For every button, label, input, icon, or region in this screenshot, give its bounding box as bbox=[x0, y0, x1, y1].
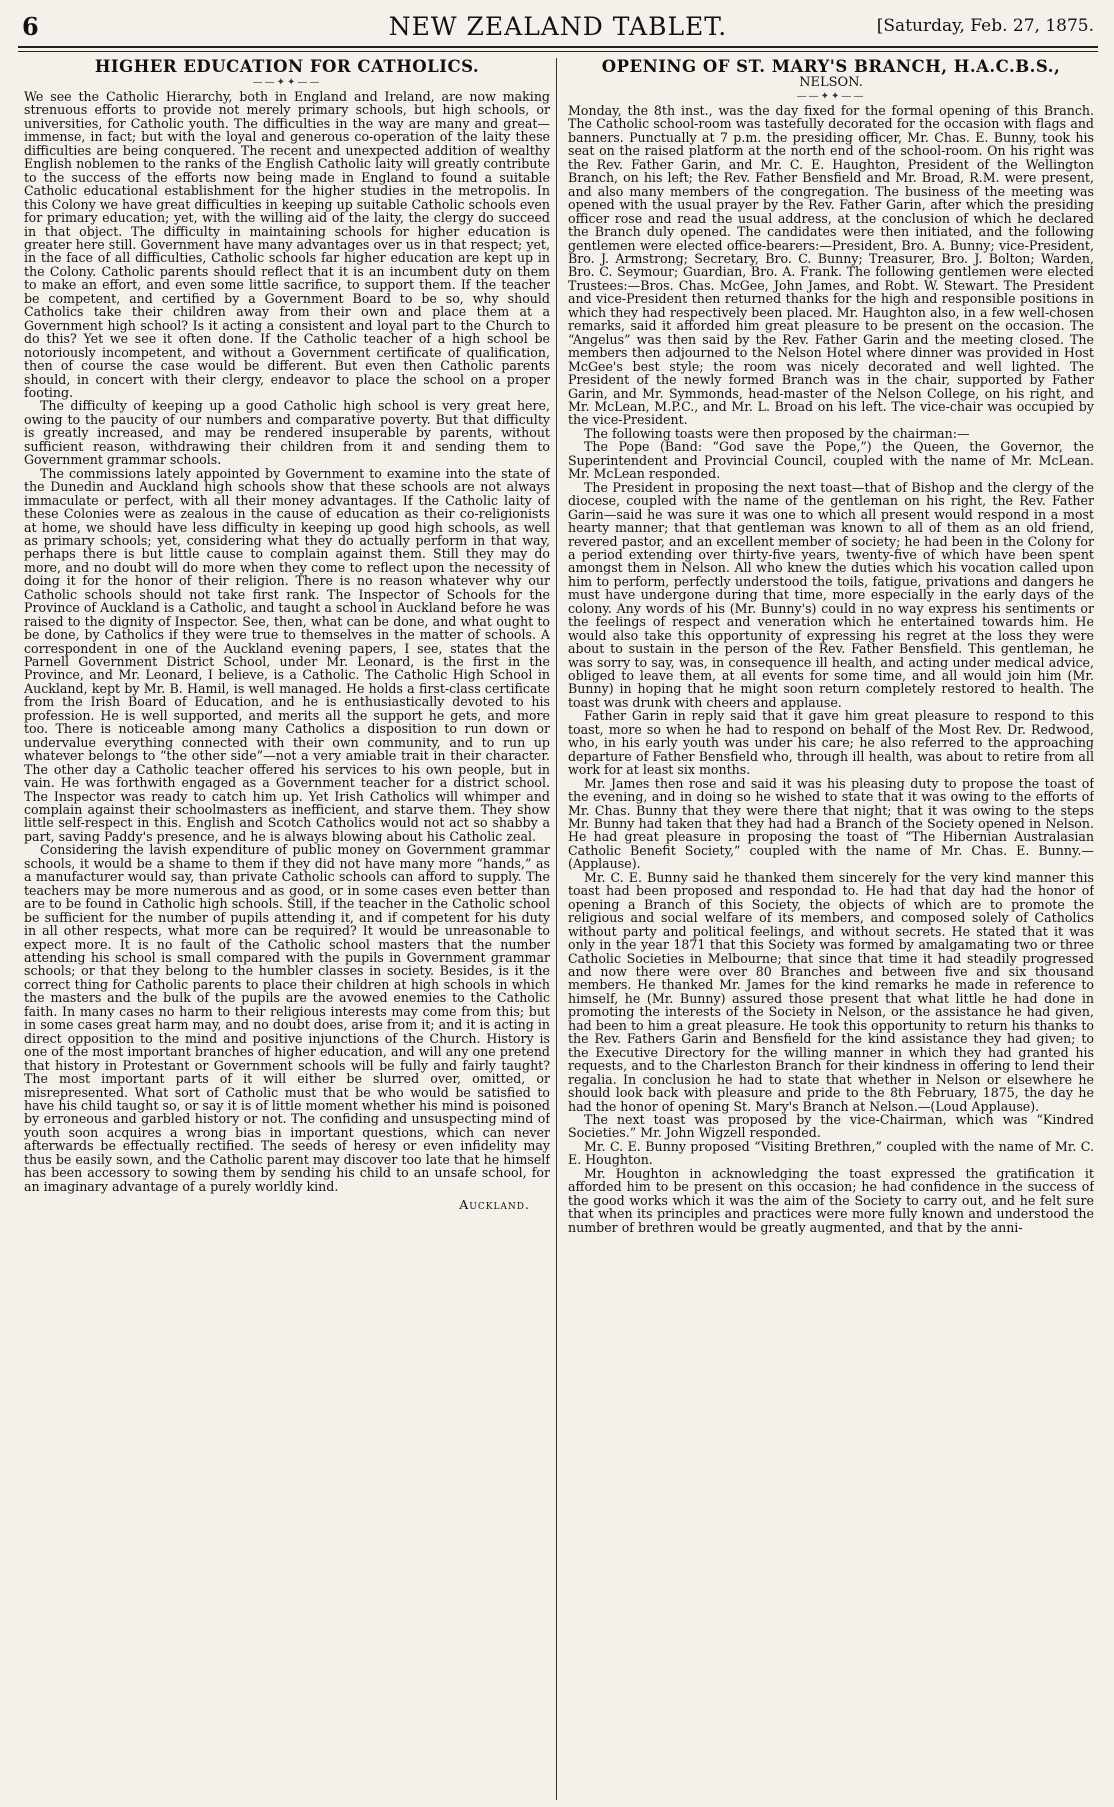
article-signature: Auckland. bbox=[459, 1197, 530, 1213]
masthead-rule-thin bbox=[18, 51, 1098, 52]
columns bbox=[18, 58, 1098, 1800]
article-paragraph: The Pope (Band: “God save the Pope,”) the Queen, the Governor, the Superintendent and Provincial Council, coupled with the name of Mr. McLean. Mr. McLean responded. bbox=[568, 439, 1094, 482]
masthead bbox=[18, 10, 1098, 44]
column-divider bbox=[556, 58, 557, 1800]
article-paragraph: The next toast was proposed by the vice-Chairman, which was “Kindred Societies.” Mr. John Wigzell responded. bbox=[568, 1111, 1094, 1141]
article-paragraph: Mr. Houghton in acknowledging the toast expressed the gratification it afforded him to be present on this occasion; he had confidence in the success of the good works which it was the aim of the Society to carry out, and he felt sure that when its principles and practices were more fully known and understood the number of brethren would be greatly augmented, and that by the anni- bbox=[568, 1165, 1094, 1235]
article-paragraph: Mr. C. E. Bunny said he thanked them sincerely for the very kind manner this toast had been proposed and respondad to. He had that day had the honor of opening a Branch of this Society, the objects of which are to promote the religious and social welfare of its members, and composed solely of Catholics without party and political feelings, and without secrets. He stated that it was only in the year 1871 that this Society was formed by amalgamating two or three Catholic Societies in Melbourne; that since that time it had steadily progressed and now there were over 80 Branches and between five and six thousand members. He thanked Mr. James for the kind remarks he made in reference to himself, he (Mr. Bunny) assured those present that what little he had done in promoting the interests of the Society in Nelson, or the assistance he had given, had been to him a great pleasure. He took this opportunity to return his thanks to the Rev. Fathers Garin and Bensfield for the kind assistance they had given; to the Executive Directory for the willing manner in which they had granted his requests, and to the Charleston Branch for their kindness in offering to lend their regalia. In conclusion he had to state that whether in Nelson or elsewhere he should look back with pleasure and pride to the 8th February, 1875, the day he had the honor of opening St. Mary's Branch at Nelson.—(Loud Applause). bbox=[568, 869, 1094, 1114]
article-paragraph: Considering the lavish expenditure of public money on Government grammar schools, it would be a shame to them if they did not have many more “hands,” as a manufacturer would say, than private Catholic schools can afford to supply. The teachers may be more numerous and as good, or in some cases even better than are to be found in Catholic high schools. Still, if the teacher in the Catholic school be sufficient for the number of pupils attending it, and if competent for his duty in all other respects, what more can be required? It would be unreasonable to expect more. It is no fault of the Catholic school masters that the number attending his school is small compared with the pupils in Government grammar schools; or that they belong to the humbler classes in society. Besides, is it the correct thing for Catholic parents to place their children at high schools in which the masters and the bulk of the pupils are the avowed enemies to the Catholic faith. In many cases no harm to their religious interests may come from this; but in some cases great harm may, and no doubt does, arise from it; and it is acting in direct opposition to the mind and positive injunctions of the Church. History is one of the most important branches of higher education, and will any one pretend that history in Protestant or Government schools will be fully and fairly taught? The most important parts of it will either be slurred over, omitted, or misrepresented. What sort of Catholic must that be who would be satisfied to have his child taught so, or say it is of little moment whether his mind is poisoned by erroneous and garbled history or not. The confiding and unsuspecting mind of youth soon acquires a wrong bias in important questions, which can never afterwards be effectually rectified. The seeds of heresy or even infidelity may thus be easily sown, and the Catholic parent may discover too late that he himself has been accessory to sowing them by sending his child to an unsafe school, for an imaginary advantage of a purely worldly kind. bbox=[24, 842, 550, 1194]
article-paragraph: The commissions lately appointed by Government to examine into the state of the Dunedin and Auckland high schools show that these schools are not always immaculate or perfect, with all their money advantages. If the Catholic laity of these Colonies were as zealous in the cause of education as their co-religionists at home, we should have less difficulty in keeping up good high schools, as well as primary schools; yet, considering what they do actually perform in that way, perhaps there is but little cause to complain against them. Still they may do more, and no doubt will do more when they come to reflect upon the necessity of doing it for the honor of their religion. There is no reason whatever why our Catholic schools should not take first rank. The Inspector of Schools for the Province of Auckland is a Catholic, and taught a school in Auckland before he was raised to the dignity of Inspector. See, then, what can be done, and what ought to be done, by Catholics if they were true to themselves in the matter of schools. A correspondent in one of the Auckland evening papers, I see, states that the Parnell Government District School, under Mr. Leonard, is the first in the Province, and Mr. Leonard, I believe, is a Catholic. The Catholic High School in Auckland, kept by Mr. B. Hamil, is well managed. He holds a first-class certificate from the Irish Board of Education, and he is enthusiastically devoted to his profession. He is well supported, and merits all the support he gets, and more too. There is noticeable among many Catholics a disposition to run down or undervalue everything connected with their own community, and to run up whatever belongs to “the other side”—not a very amiable trait in their character. The other day a Catholic teacher offered his services to his own people, but in vain. He was forthwith engaged as a Government teacher for a district school. The Inspector was ready to catch him up. Yet Irish Catholics will whimper and complain against their schoolmasters as inefficient, and starve them. They show little self-respect in this. English and Scotch Catholics would not act so shabby a part, saving Paddy's presence, and he is always blowing about his Catholic zeal. bbox=[24, 465, 550, 844]
newspaper-page bbox=[18, 10, 1098, 1800]
article-paragraph: The President in proposing the next toast—that of Bishop and the clergy of the diocese, coupled with the name of the gentleman on his right, the Rev. Father Garin—said he was sure it was one to which all present would respond in a most hearty manner; that that gentleman was known to all of them as an old friend, revered pastor, and an excellent member of society; he had been in the Colony for a period extending over thirty-five years, twenty-five of which have been spent amongst them in Nelson. All who knew the duties which his vocation called upon him to perform, perfectly understood the toils, fatigue, privations and dangers he must have undergone during that time, more especially in the early days of the colony. Any words of his (Mr. Bunny's) could in no way express his sentiments or the feelings of respect and veneration which he entertained towards him. He would also take this opportunity of expressing his regret at the loss they were about to sustain in the person of the Rev. Father Bensfield. This gentleman, he was sorry to say, was, in consequence ill health, and acting under medical advice, obliged to leave them, at all events for some time, and all would join him (Mr. Bunny) in hoping that he might soon return completely restored to health. The toast was drunk with cheers and applause. bbox=[568, 479, 1094, 710]
article-st-marys-branch bbox=[568, 58, 1094, 1800]
divider-ornament: ——✦✦—— bbox=[796, 91, 866, 102]
article-heading: HIGHER EDUCATION FOR CATHOLICS. bbox=[94, 58, 480, 76]
divider-ornament: ——✦✦—— bbox=[252, 77, 322, 88]
issue-date: [Saturday, Feb. 27, 1875. bbox=[876, 16, 1094, 36]
article-paragraph: Mr. C. E. Bunny proposed “Visiting Brethren,” coupled with the name of Mr. C. E. Houghton. bbox=[568, 1138, 1094, 1168]
page-number: 6 bbox=[22, 12, 39, 41]
newspaper-title: NEW ZEALAND TABLET. bbox=[388, 12, 728, 41]
article-paragraph: Monday, the 8th inst., was the day fixed for the formal opening of this Branch. The Catholic school-room was tastefully decorated for the occasion with flags and banners. Punctually at 7 p.m. the presiding officer, Mr. Chas. E. Bunny, took his seat on the raised platform at the north end of the school-room. On his right was the Rev. Father Garin, and Mr. C. E. Haughton, President of the Wellington Branch, on his left; the Rev. Father Bensfield and Mr. Broad, R.M. were present, and also many members of the congregation. The business of the meeting was opened with the usual prayer by the Rev. Father Garin, after which the presiding officer rose and read the usual address, at the conclusion of which he declared the Branch duly opened. The candidates were then initiated, and the following gentlemen were elected office-bearers:—President, Bro. A. Bunny; vice-President, Bro. J. Armstrong; Secretary, Bro. C. Bunny; Treasurer, Bro. J. Bolton; Warden, Bro. C. Seymour; Guardian, Bro. A. Frank. The following gentlemen were elected Trustees:—Bros. Chas. McGee, John James, and Robt. W. Stewart. The President and vice-President then returned thanks for the high and responsible positions in which they had respectively been placed. Mr. Haughton also, in a few well-chosen remarks, said it afforded him great pleasure to be present on the occasion. The “Angelus” was then said by the Rev. Father Garin and the meeting closed. The members then adjourned to the Nelson Hotel where dinner was provided in Host McGee's best style; the room was nicely decorated and well lighted. The President of the newly formed Branch was in the chair, supported by Father Garin, and Mr. Symmonds, head-master of the Nelson College, on his right, and Mr. McLean, M.P.C., and Mr. L. Broad on his left. The vice-chair was occupied by the vice-President. bbox=[568, 103, 1094, 428]
article-paragraph: The following toasts were then proposed by the chairman:— bbox=[584, 425, 970, 441]
article-heading: OPENING OF ST. MARY'S BRANCH, H.A.C.B.S., bbox=[601, 58, 1061, 76]
article-paragraph: Father Garin in reply said that it gave him great pleasure to respond to this toast, more so when he had to respond on behalf of the Most Rev. Dr. Redwood, who, in his early youth was under his care; he also referred to the approaching departure of Father Bensfield who, through ill health, was about to retire from all work for at least six months. bbox=[568, 708, 1094, 778]
article-paragraph: We see the Catholic Hierarchy, both in England and Ireland, are now making strenuous efforts to provide not merely primary schools, but high schools, or universities, for Catholic youth. The difficulties in the way are many and great—immense, in fact; but with the loyal and generous co-operation of the laity these difficulties are being conquered. The recent and unexpected addition of wealthy English noblemen to the ranks of the English Catholic laity will greatly contribute to the success of the efforts now being made in England to found a suitable Catholic educational establishment for the higher studies in the metropolis. In this Colony we have great difficulties in keeping up suitable Catholic schools even for primary education; yet, with the willing aid of the laity, the clergy do succeed in that object. The difficulty in maintaining schools for higher education is greater here still. Government have many advantages over us in that respect; yet, in the face of all difficulties, Catholic schools far higher education are kept up in the Colony. Catholic parents should reflect that it is an incumbent duty on them to make an effort, and even some little sacrifice, to support them. If the teacher be competent, and certified by a Government Board to be so, why should Catholics take their children away from their own and place them at a Government high school? Is it acting a consistent and loyal part to the Church to do this? Yet we see it often done. If the Catholic teacher of a high school be notoriously incompetent, and without a Government certificate of qualification, then of course the case would be different. But even then Catholic parents should, in concert with their clergy, endeavor to place the school on a proper footing. bbox=[24, 89, 550, 400]
article-paragraph: Mr. James then rose and said it was his pleasing duty to propose the toast of the evening, and in doing so he wished to state that it was owing to the efforts of Mr. Chas. Bunny that they were there that night; that it was owing to the steps Mr. Bunny had taken that they had had a Branch of the Society opened in Nelson. He had great pleasure in proposing the toast of “The Hibernian Australasian Catholic Benefit Society,” coupled with the name of Mr. Chas. E. Bunny.—(Applause). bbox=[568, 775, 1094, 872]
article-paragraph: The difficulty of keeping up a good Catholic high school is very great here, owing to the paucity of our numbers and comparative poverty. But that difficulty is greatly increased, and may be rendered insuperable by parents, without sufficient reason, withdrawing their children from it and sending them to Government grammar schools. bbox=[24, 398, 550, 468]
masthead-rule bbox=[18, 46, 1098, 48]
article-subheading: NELSON. bbox=[799, 75, 863, 90]
article-higher-education bbox=[24, 58, 550, 1800]
